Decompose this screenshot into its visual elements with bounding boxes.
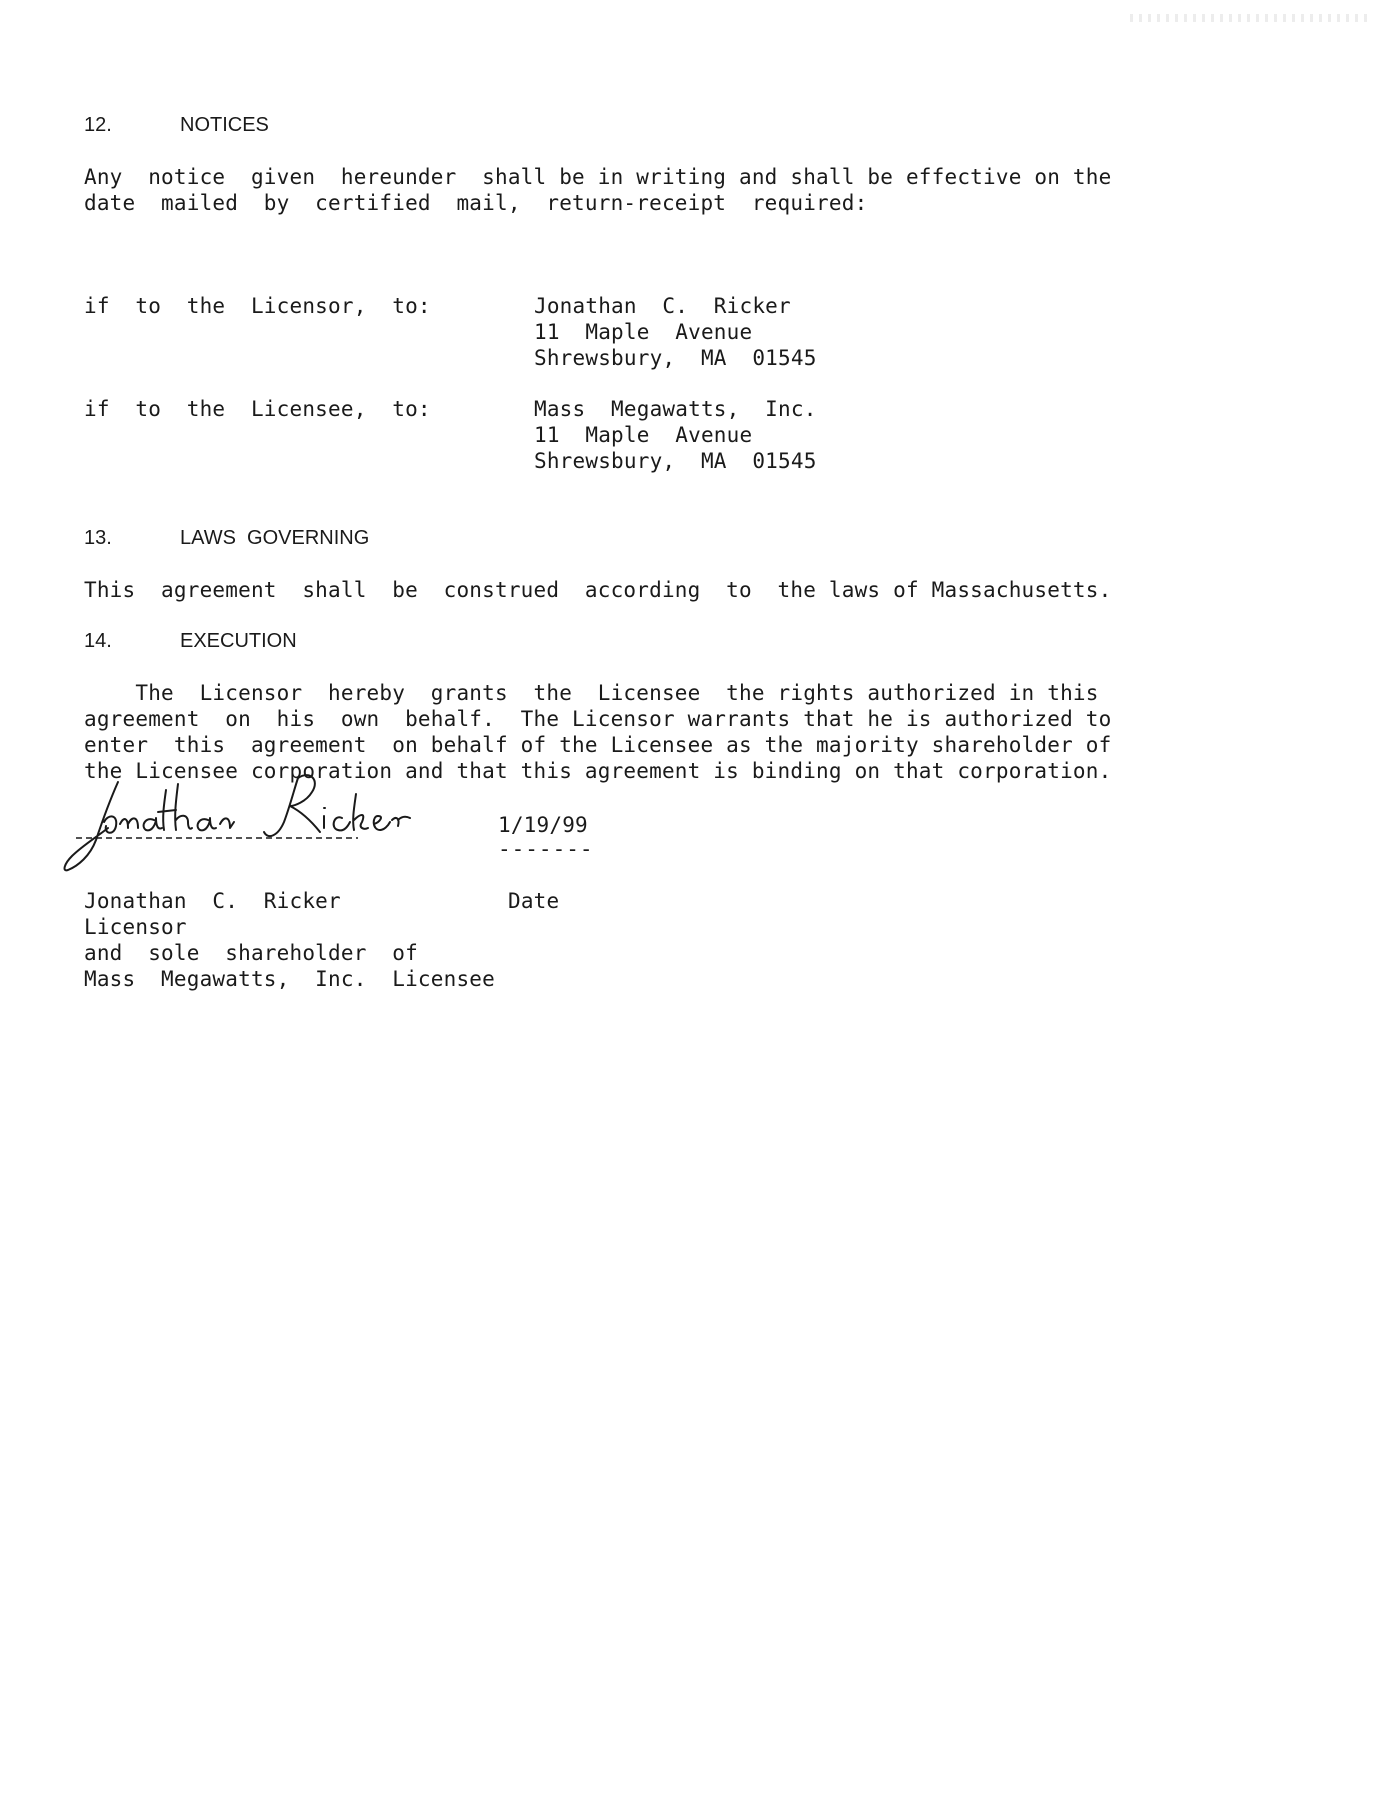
section-14-number: 14. — [84, 630, 112, 652]
execution-line-1: The Licensor hereby grants the Licensee the rights authorized in this — [84, 681, 1099, 705]
execution-line-2: agreement on his own behalf. The Licensor warrants that he is authorized to — [84, 707, 1112, 731]
section-12-title: NOTICES — [180, 114, 269, 136]
section-12-number: 12. — [84, 114, 112, 136]
signature-date: 1/19/99 — [498, 813, 588, 837]
laws-governing-text: This agreement shall be construed according to the laws of Massachusetts. — [84, 578, 1112, 602]
execution-line-4: the Licensee corporation and that this agreement is binding on that corporation. — [84, 759, 1112, 783]
licensee-address-line-3: Shrewsbury, MA 01545 — [534, 449, 817, 473]
scan-artifact — [1130, 14, 1370, 22]
licensor-address-line-1: Jonathan C. Ricker — [534, 294, 791, 318]
licensor-address-line-2: 11 Maple Avenue — [534, 320, 753, 344]
signer-line-3: and sole shareholder of — [84, 941, 418, 965]
licensee-label: if to the Licensee, to: — [84, 397, 431, 421]
signer-line-4: Mass Megawatts, Inc. Licensee — [84, 967, 495, 991]
date-underline: ------- — [498, 837, 594, 861]
date-label: Date — [508, 889, 560, 913]
section-13-number: 13. — [84, 527, 112, 549]
signer-line-1: Jonathan C. Ricker — [84, 889, 341, 913]
notices-intro-line-2: date mailed by certified mail, return-receipt required: — [84, 191, 868, 215]
section-14-title: EXECUTION — [180, 630, 297, 652]
handwritten-signature — [58, 770, 418, 880]
section-13-title: LAWS GOVERNING — [180, 527, 370, 549]
licensor-address-line-3: Shrewsbury, MA 01545 — [534, 346, 817, 370]
licensee-address-line-1: Mass Megawatts, Inc. — [534, 397, 817, 421]
signer-line-2: Licensor — [84, 915, 187, 939]
execution-line-3: enter this agreement on behalf of the Licensee as the majority shareholder of — [84, 733, 1112, 757]
licensor-label: if to the Licensor, to: — [84, 294, 431, 318]
licensee-address-line-2: 11 Maple Avenue — [534, 423, 753, 447]
notices-intro-line-1: Any notice given hereunder shall be in writing and shall be effective on the — [84, 165, 1112, 189]
